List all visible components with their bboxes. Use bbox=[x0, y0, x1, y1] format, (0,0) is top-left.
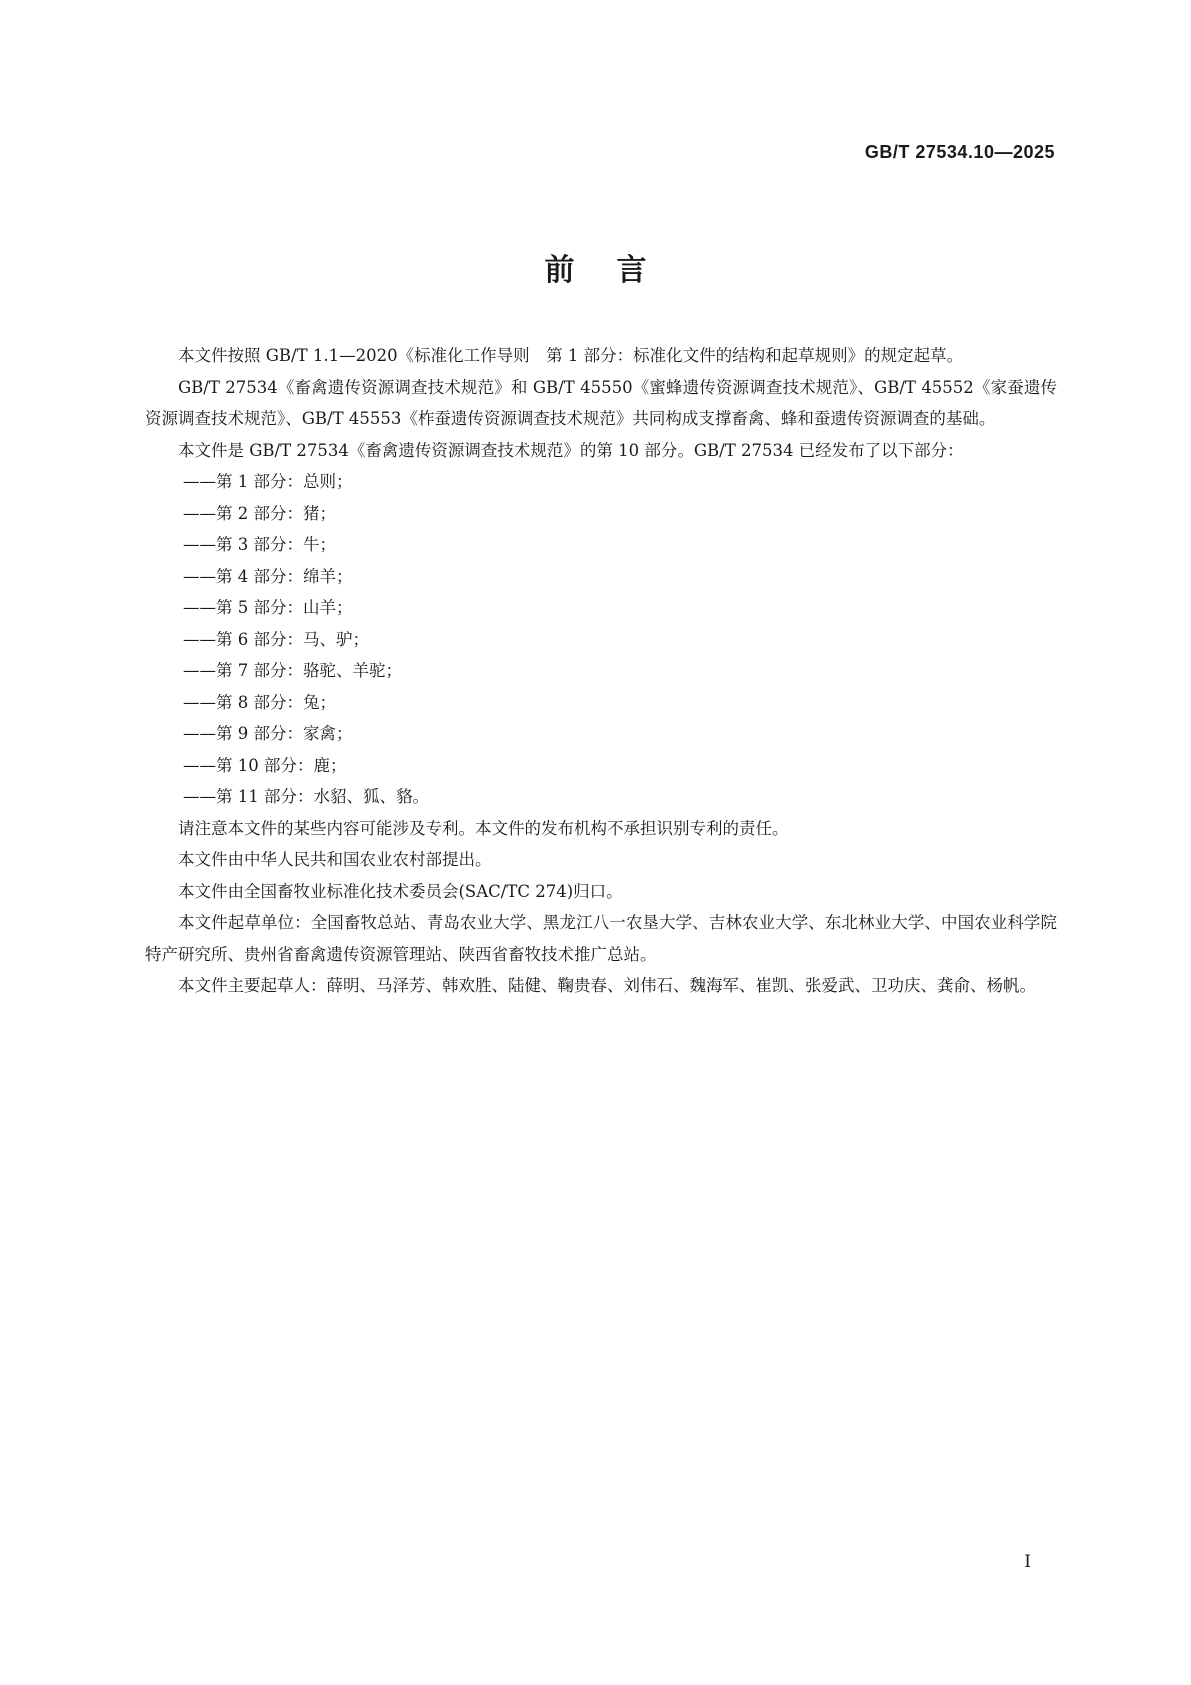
list-item: ——第 8 部分：兔； bbox=[183, 692, 336, 712]
standard-number: GB/T 27534.10—2025 bbox=[864, 142, 1055, 162]
paragraph-drafters: 本文件主要起草人：薛明、马泽芳、韩欢胜、陆健、鞠贵春、刘伟石、魏海军、崔凯、张爱武、卫功庆、龚俞、杨帆。 bbox=[178, 976, 1036, 995]
page-number: I bbox=[1024, 1552, 1031, 1572]
list-item: ——第 10 部分：鹿； bbox=[183, 755, 347, 775]
paragraph-proposer: 本文件由中华人民共和国农业农村部提出。 bbox=[178, 850, 492, 869]
paragraph-drafting-rules: 本文件按照 GB/T 1.1—2020《标准化工作导则 第 1 部分：标准化文件的结构和起草规则》的规定起草。 bbox=[178, 346, 964, 365]
paragraph-patent-notice: 请注意本文件的某些内容可能涉及专利。本文件的发布机构不承担识别专利的责任。 bbox=[178, 818, 789, 838]
paragraph-part-info: 本文件是 GB/T 27534《畜禽遗传资源调查技术规范》的第 10 部分。GB/T 27534 已经发布了以下部分： bbox=[178, 440, 964, 460]
list-item: ——第 9 部分：家禽； bbox=[183, 724, 353, 743]
paragraph-related-standards: GB/T 27534《畜禽遗传资源调查技术规范》和 GB/T 45550《蜜蜂遗传资源调查技术规范》、GB/T 45552《家蚕遗传资源调查技术规范》、GB/T 45553《柞蚕遗传资源调查技术规范》共同构成支撑畜禽、蜂和蚕遗传资源调查的基础。 bbox=[145, 377, 1057, 428]
page-title: 前言 bbox=[544, 253, 689, 288]
list-item: ——第 11 部分：水貂、狐、貉。 bbox=[183, 787, 429, 806]
list-item: ——第 2 部分：猪； bbox=[183, 503, 336, 523]
list-item: ——第 4 部分：绵羊； bbox=[183, 566, 353, 586]
list-item: ——第 5 部分：山羊； bbox=[183, 598, 353, 617]
list-item: ——第 1 部分：总则； bbox=[183, 472, 353, 491]
paragraph-drafting-units: 本文件起草单位：全国畜牧总站、青岛农业大学、黑龙江八一农垦大学、吉林农业大学、东北林业大学、中国农业科学院特产研究所、贵州省畜禽遗传资源管理站、陕西省畜牧技术推广总站。 bbox=[145, 913, 1057, 964]
list-item: ——第 6 部分：马、驴； bbox=[183, 629, 369, 649]
list-item: ——第 7 部分：骆驼、羊驼； bbox=[183, 661, 402, 680]
list-item: ——第 3 部分：牛； bbox=[183, 535, 336, 554]
parts-list bbox=[145, 466, 1057, 813]
paragraph-committee: 本文件由全国畜牧业标准化技术委员会(SAC/TC 274)归口。 bbox=[178, 881, 623, 901]
foreword-body bbox=[145, 340, 1057, 1002]
